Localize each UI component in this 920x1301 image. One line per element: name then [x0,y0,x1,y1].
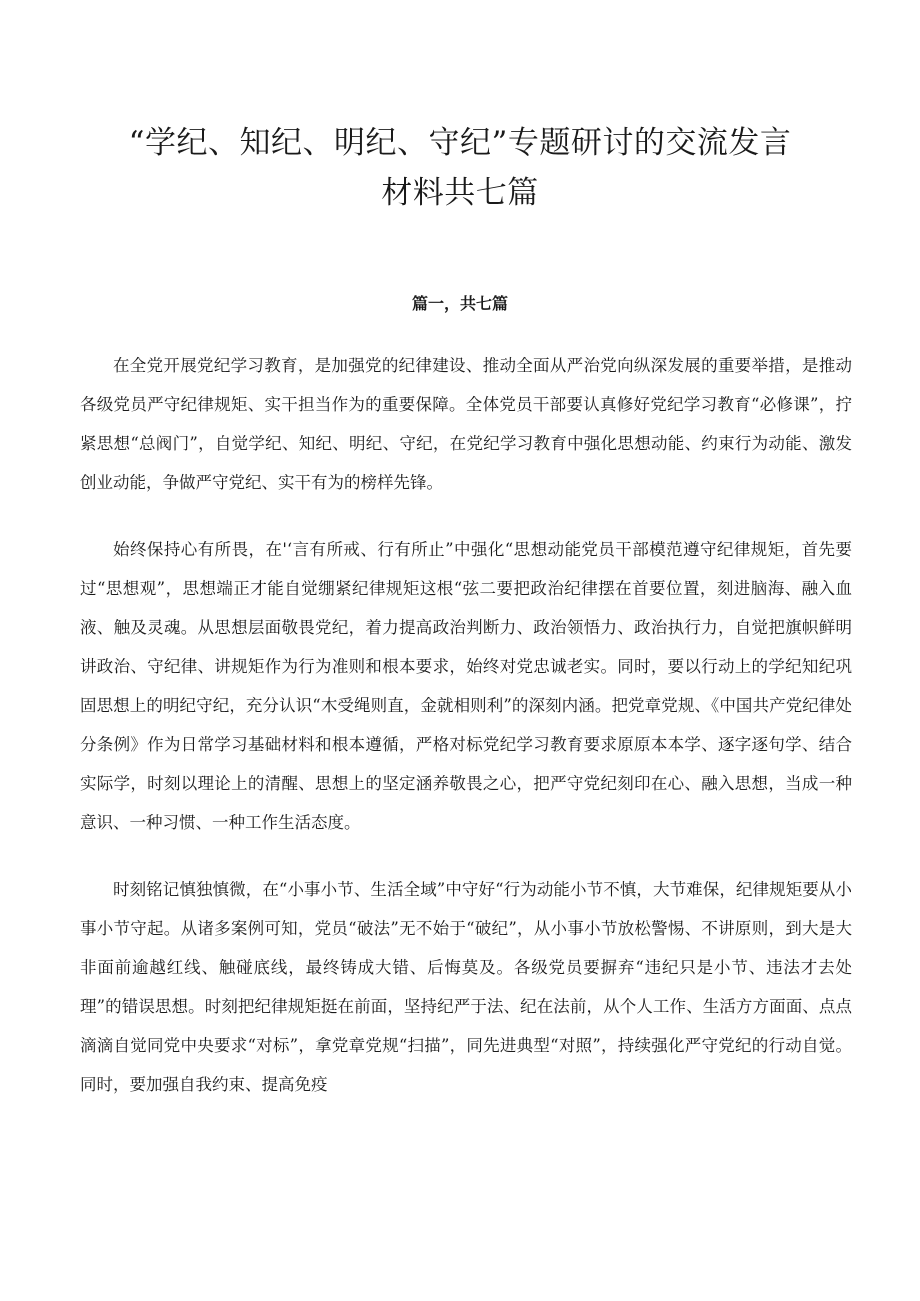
paragraph-2: 始终保持心有所畏，在'‘言有所戒、行有所止”中强化“思想动能党员干部模范遵守纪律规矩，首先要过“思想观”，思想端正才能自觉绷紧纪律规矩这根“弦二要把政治纪律摆在首要位置，刻进脑海、融入血液、触及灵魂。从思想层面敬畏党纪，着力提高政治判断力、政治领悟力、政治执行力，自觉把旗帜鲜明讲政治、守纪律、讲规矩作为行为准则和根本要求，始终对党忠诚老实。同时，要以行动上的学纪知纪巩固思想上的明纪守纪，充分认识“木受绳则直，金就相则利”的深刻内涵。把党章党规、《中国共产党纪律处分条例》作为日常学习基础材料和根本遵循，严格对标党纪学习教育要求原原本本学、逐字逐句学、结合实际学，时刻以理论上的清醒、思想上的坚定涵养敬畏之心，把严守党纪刻印在心、融入思想，当成一种意识、一种习惯、一种工作生活态度。 [80,540,852,832]
title-line-2: 材料共七篇 [381,175,539,211]
section-heading: 篇一，共七篇 [411,294,508,313]
document-body [80,346,852,1132]
title-line-1: “学纪、知纪、明纪、守纪”专题研讨的交流发言 [128,125,792,161]
paragraph-3: 时刻铭记慎独慎微，在“小事小节、生活全域”中守好“行为动能小节不慎，大节难保，纪律规矩要从小事小节守起。从诸多案例可知，党员“破法”无不始于“破纪”，从小事小节放松警惕、不讲原则，到大是大非面前逾越红线、触碰底线，最终铸成大错、后悔莫及。各级党员要摒弃“违纪只是小节、违法才去处理”的错误思想。时刻把纪律规矩挺在前面，坚持纪严于法、纪在法前，从个人工作、生活方方面面、点点滴滴自觉同党中央要求“对标”，拿党章党规“扫描”，同先进典型“对照”，持续强化严守党纪的行动自觉。同时，要加强自我约束、提高免疫 [80,880,852,1094]
document-title [80,118,840,218]
paragraph-1: 在全党开展党纪学习教育，是加强党的纪律建设、推动全面从严治党向纵深发展的重要举措，是推动各级党员严守纪律规矩、实干担当作为的重要保障。全体党员干部要认真修好党纪学习教育“必修课”，拧紧思想“总阀门”，自觉学纪、知纪、明纪、守纪，在党纪学习教育中强化思想动能、约束行为动能、激发创业动能，争做严守党纪、实干有为的榜样先锋。 [80,356,852,492]
